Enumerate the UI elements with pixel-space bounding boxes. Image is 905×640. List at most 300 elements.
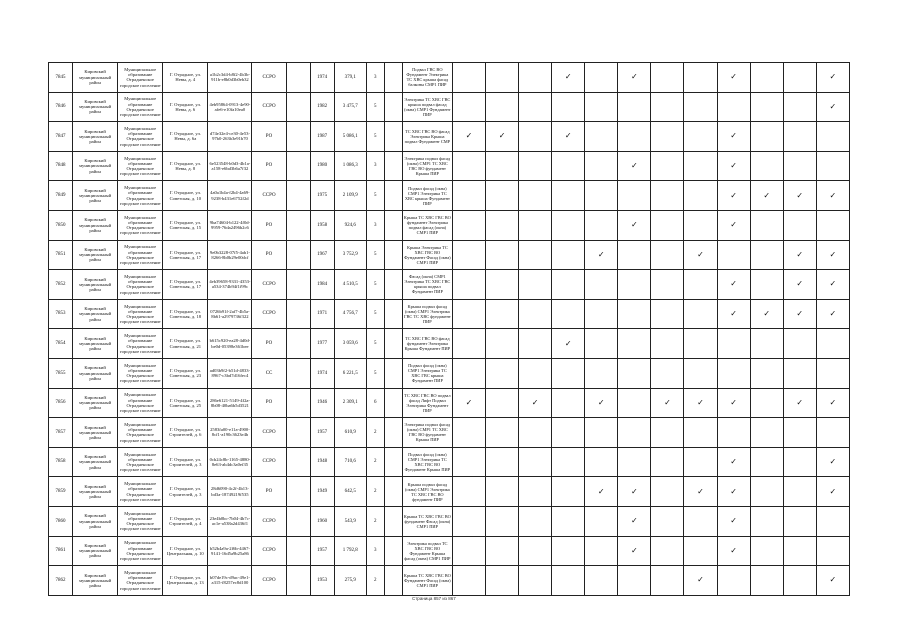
check-mark-cell	[486, 358, 519, 388]
area-cell: 2 309,1	[334, 388, 366, 418]
check-mark-cell	[452, 299, 485, 329]
check-mark-cell	[585, 181, 618, 211]
check-mark-cell	[750, 506, 783, 536]
check-mark-cell: ✓	[816, 181, 849, 211]
check-mark-cell	[519, 477, 552, 507]
check-mark-cell	[750, 418, 783, 448]
check-mark-cell: ✓	[452, 122, 485, 152]
municipality-cell: Муниципальное образование Отрадненское городское поселение	[118, 63, 163, 93]
works-list-cell: ТС ХВС ГВС ВО фасад Электрика Крыша подвал Фундамент СМР	[402, 122, 452, 152]
check-mark-cell	[486, 536, 519, 566]
check-mark-cell	[783, 92, 816, 122]
check-mark-cell	[684, 536, 717, 566]
floors-cell: 6	[366, 388, 384, 418]
address-cell: Г. Отрадное, ул. Невы, д. 6	[163, 92, 208, 122]
check-mark-cell	[452, 151, 485, 181]
check-mark-cell	[750, 329, 783, 359]
municipality-cell: Муниципальное образование Отрадненское городское поселение	[118, 388, 163, 418]
row-number-cell: 7850	[49, 210, 73, 240]
check-mark-cell	[783, 329, 816, 359]
address-cell: Г. Отрадное, ул. Невы, д. 4	[163, 63, 208, 93]
check-mark-cell	[651, 447, 684, 477]
empty-cell	[286, 418, 310, 448]
check-mark-cell: ✓	[618, 536, 651, 566]
check-mark-cell	[552, 477, 585, 507]
check-mark-cell	[783, 63, 816, 93]
check-mark-cell	[552, 210, 585, 240]
empty-cell	[286, 299, 310, 329]
check-mark-cell	[618, 122, 651, 152]
check-mark-cell	[618, 566, 651, 596]
check-mark-cell: ✓	[552, 63, 585, 93]
guid-cell: b52b4a9a-2f6b-4467-9141-16d5a9b25a86	[208, 536, 252, 566]
check-mark-cell: ✓	[585, 240, 618, 270]
address-cell: Г. Отрадное, ул. Советская, д. 17	[163, 270, 208, 300]
check-mark-cell	[519, 329, 552, 359]
check-mark-cell	[585, 447, 618, 477]
check-mark-cell	[486, 506, 519, 536]
check-mark-cell	[519, 92, 552, 122]
guid-cell: 4eb95864-0913-4e90-afe6-e10fa10ea0	[208, 92, 252, 122]
wall-material-cell: ССРО	[252, 92, 286, 122]
empty-cell	[384, 477, 402, 507]
check-mark-cell	[750, 447, 783, 477]
check-mark-cell: ✓	[717, 477, 750, 507]
check-mark-cell	[750, 536, 783, 566]
wall-material-cell: ССРО	[252, 63, 286, 93]
area-cell: 642,5	[334, 477, 366, 507]
row-number-cell: 7856	[49, 388, 73, 418]
check-mark-cell	[684, 92, 717, 122]
check-mark-cell	[519, 151, 552, 181]
check-mark-cell	[750, 270, 783, 300]
check-mark-cell	[618, 418, 651, 448]
wall-material-cell: РО	[252, 151, 286, 181]
municipality-cell: Муниципальное образование Отрадненское городское поселение	[118, 181, 163, 211]
guid-cell: 4a0a1b4a-f2b4-4a69-9238-b431e6752f2d	[208, 181, 252, 211]
check-mark-cell	[816, 122, 849, 152]
check-mark-cell	[651, 92, 684, 122]
check-mark-cell	[750, 63, 783, 93]
check-mark-cell	[783, 447, 816, 477]
check-mark-cell	[618, 270, 651, 300]
works-list-cell: Крыша ТС ХВС ГВС ВО Фундамент Фасад (окна) СМР1 ПИР	[402, 566, 452, 596]
check-mark-cell: ✓	[717, 388, 750, 418]
wall-material-cell: ССРО	[252, 181, 286, 211]
district-cell: Кировский муниципальный район	[73, 566, 118, 596]
district-cell: Кировский муниципальный район	[73, 477, 118, 507]
row-number-cell: 7858	[49, 447, 73, 477]
check-mark-cell	[750, 122, 783, 152]
wall-material-cell: РО	[252, 240, 286, 270]
check-mark-cell	[651, 299, 684, 329]
district-cell: Кировский муниципальный район	[73, 240, 118, 270]
check-mark-cell	[585, 63, 618, 93]
check-mark-cell	[783, 477, 816, 507]
check-mark-cell	[684, 447, 717, 477]
guid-cell: b07de19c-d9ac-49e1-a315-f8257ec8d100	[208, 566, 252, 596]
guid-cell: 0cb24c8b-1165-4880-8e63-ab4dc3a0ef35	[208, 447, 252, 477]
check-mark-cell: ✓	[783, 240, 816, 270]
area-cell: 4 756,7	[334, 299, 366, 329]
district-cell: Кировский муниципальный район	[73, 63, 118, 93]
row-number-cell: 7859	[49, 477, 73, 507]
check-mark-cell: ✓	[717, 536, 750, 566]
floors-cell: 3	[366, 210, 384, 240]
check-mark-cell: ✓	[684, 477, 717, 507]
empty-cell	[286, 122, 310, 152]
check-mark-cell	[519, 447, 552, 477]
build-year-cell: 1987	[310, 122, 334, 152]
empty-cell	[286, 181, 310, 211]
wall-material-cell: ССРО	[252, 270, 286, 300]
row-number-cell: 7847	[49, 122, 73, 152]
municipality-cell: Муниципальное образование Отрадненское городское поселение	[118, 122, 163, 152]
wall-material-cell: ССРО	[252, 447, 286, 477]
works-list-cell: Электрика подвал ТС ХВС ГВС ВО Фундамент Крыша фасад (окна) СМР1 ПИР	[402, 536, 452, 566]
area-cell: 1 086,3	[334, 151, 366, 181]
address-cell: Г. Отрадное, ул. Советская, д. 25	[163, 388, 208, 418]
table-row	[49, 418, 850, 448]
municipality-cell: Муниципальное образование Отрадненское городское поселение	[118, 536, 163, 566]
district-cell: Кировский муниципальный район	[73, 506, 118, 536]
check-mark-cell	[486, 270, 519, 300]
check-mark-cell: ✓	[717, 122, 750, 152]
works-list-cell: Крыша ТС ХВС ГВС ВО фундамент Фасад (окна) СМР1 ПИР	[402, 506, 452, 536]
table-row	[49, 388, 850, 418]
check-mark-cell	[684, 329, 717, 359]
check-mark-cell	[486, 566, 519, 596]
municipality-cell: Муниципальное образование Отрадненское городское поселение	[118, 418, 163, 448]
check-mark-cell: ✓	[585, 388, 618, 418]
check-mark-cell: ✓	[717, 447, 750, 477]
check-mark-cell	[486, 477, 519, 507]
row-number-cell: 7853	[49, 299, 73, 329]
build-year-cell: 1974	[310, 63, 334, 93]
check-mark-cell: ✓	[717, 299, 750, 329]
check-mark-cell	[783, 566, 816, 596]
empty-cell	[384, 92, 402, 122]
check-mark-cell	[651, 536, 684, 566]
check-mark-cell	[618, 181, 651, 211]
table-row	[49, 122, 850, 152]
check-mark-cell	[486, 388, 519, 418]
wall-material-cell: РО	[252, 210, 286, 240]
check-mark-cell	[750, 210, 783, 240]
district-cell: Кировский муниципальный район	[73, 447, 118, 477]
wall-material-cell: ССРО	[252, 506, 286, 536]
area-cell: 924,6	[334, 210, 366, 240]
empty-cell	[286, 477, 310, 507]
wall-material-cell: РО	[252, 329, 286, 359]
municipality-cell: Муниципальное образование Отрадненское городское поселение	[118, 270, 163, 300]
works-list-cell: Подвал фасад (окна) СМР1 Электрика ТС ХВС ГВС ВО Фундамент Крыша ПИР	[402, 447, 452, 477]
floors-cell: 5	[366, 240, 384, 270]
build-year-cell: 1980	[310, 151, 334, 181]
row-number-cell: 7862	[49, 566, 73, 596]
empty-cell	[384, 418, 402, 448]
check-mark-cell	[651, 329, 684, 359]
check-mark-cell: ✓	[585, 477, 618, 507]
municipality-cell: Муниципальное образование Отрадненское городское поселение	[118, 447, 163, 477]
address-cell: Г. Отрадное, ул. Строителей, д. 4	[163, 506, 208, 536]
check-mark-cell	[452, 418, 485, 448]
address-cell: Г. Отрадное, ул. Советская, д. 15	[163, 210, 208, 240]
table-row	[49, 210, 850, 240]
area-cell: 4 510,5	[334, 270, 366, 300]
check-mark-cell: ✓	[618, 477, 651, 507]
guid-cell: 2583fa00-e11a-4900-8cf1-a190c3623e4b	[208, 418, 252, 448]
check-mark-cell: ✓	[816, 270, 849, 300]
check-mark-cell	[618, 299, 651, 329]
check-mark-cell: ✓	[452, 388, 485, 418]
area-cell: 3 475,7	[334, 92, 366, 122]
empty-cell	[384, 447, 402, 477]
check-mark-cell	[783, 151, 816, 181]
check-mark-cell	[684, 358, 717, 388]
check-mark-cell: ✓	[783, 270, 816, 300]
check-mark-cell: ✓	[618, 63, 651, 93]
wall-material-cell: РО	[252, 388, 286, 418]
works-list-cell: ТС ХВС ГВС ВО фасад фундамент Электрика Крыша Фундамент ПИР	[402, 329, 452, 359]
municipality-cell: Муниципальное образование Отрадненское городское поселение	[118, 92, 163, 122]
check-mark-cell	[783, 418, 816, 448]
table-row	[49, 566, 850, 596]
empty-cell	[286, 566, 310, 596]
check-mark-cell: ✓	[552, 122, 585, 152]
guid-cell: 23e4b0bc-7b04-4b7c-ac1e-a538a2d436f1	[208, 506, 252, 536]
wall-material-cell: СС	[252, 358, 286, 388]
empty-cell	[384, 181, 402, 211]
guid-cell: 9ba74604-b122-4f0d-9959-76da2496b2c6	[208, 210, 252, 240]
check-mark-cell	[816, 536, 849, 566]
check-mark-cell	[552, 92, 585, 122]
area-cell: 710,6	[334, 447, 366, 477]
check-mark-cell: ✓	[717, 506, 750, 536]
check-mark-cell	[486, 418, 519, 448]
municipality-cell: Муниципальное образование Отрадненское городское поселение	[118, 506, 163, 536]
municipality-cell: Муниципальное образование Отрадненское городское поселение	[118, 151, 163, 181]
check-mark-cell	[816, 358, 849, 388]
floors-cell: 5	[366, 181, 384, 211]
check-mark-cell: ✓	[783, 299, 816, 329]
check-mark-cell	[519, 506, 552, 536]
check-mark-cell	[552, 388, 585, 418]
check-mark-cell: ✓	[750, 299, 783, 329]
address-cell: Г. Отрадное, ул. Советская, д. 23	[163, 358, 208, 388]
check-mark-cell	[651, 181, 684, 211]
check-mark-cell	[651, 506, 684, 536]
table-row	[49, 181, 850, 211]
check-mark-cell	[552, 536, 585, 566]
row-number-cell: 7852	[49, 270, 73, 300]
check-mark-cell	[486, 63, 519, 93]
row-number-cell: 7845	[49, 63, 73, 93]
guid-cell: a1b2c3d4-b8f2-4b3b-911b-e8b0d3b0eb32	[208, 63, 252, 93]
wall-material-cell: ССРО	[252, 536, 286, 566]
check-mark-cell	[519, 122, 552, 152]
check-mark-cell	[552, 151, 585, 181]
check-mark-cell	[486, 210, 519, 240]
row-number-cell: 7849	[49, 181, 73, 211]
guid-cell: ad03b9f2-b51d-4833-8967-c3bd7d16fec4	[208, 358, 252, 388]
build-year-cell: 1982	[310, 92, 334, 122]
check-mark-cell	[552, 181, 585, 211]
address-cell: Г. Отрадное, ул. Советская, д. 17	[163, 240, 208, 270]
build-year-cell: 1984	[310, 270, 334, 300]
empty-cell	[286, 151, 310, 181]
check-mark-cell	[585, 358, 618, 388]
municipality-cell: Муниципальное образование Отрадненское городское поселение	[118, 240, 163, 270]
floors-cell: 5	[366, 299, 384, 329]
check-mark-cell	[684, 210, 717, 240]
works-list-cell: Фасад (окна) СМР1 Электрика ТС ХВС ГВС крыша подвал Фундамент ПИР	[402, 270, 452, 300]
empty-cell	[384, 506, 402, 536]
area-cell: 3 752,9	[334, 240, 366, 270]
empty-cell	[286, 329, 310, 359]
check-mark-cell	[750, 240, 783, 270]
district-cell: Кировский муниципальный район	[73, 536, 118, 566]
check-mark-cell	[519, 299, 552, 329]
district-cell: Кировский муниципальный район	[73, 122, 118, 152]
empty-cell	[286, 270, 310, 300]
check-mark-cell	[750, 566, 783, 596]
row-number-cell: 7848	[49, 151, 73, 181]
check-mark-cell	[684, 181, 717, 211]
address-cell: Г. Отрадное, ул. Советская, д. 18	[163, 299, 208, 329]
area-cell: 2 109,9	[334, 181, 366, 211]
table-row	[49, 477, 850, 507]
check-mark-cell: ✓	[618, 151, 651, 181]
district-cell: Кировский муниципальный район	[73, 388, 118, 418]
check-mark-cell	[552, 418, 585, 448]
empty-cell	[384, 299, 402, 329]
check-mark-cell	[651, 358, 684, 388]
check-mark-cell: ✓	[618, 506, 651, 536]
check-mark-cell	[651, 240, 684, 270]
table-row	[49, 92, 850, 122]
floors-cell: 5	[366, 270, 384, 300]
check-mark-cell: ✓	[684, 388, 717, 418]
check-mark-cell	[519, 566, 552, 596]
works-list-cell: Крыша Электрика ТС ХВС ГВС ВО Фундамент Фасад (окна) СМР1 ПИР	[402, 240, 452, 270]
check-mark-cell: ✓	[816, 388, 849, 418]
build-year-cell: 1953	[310, 566, 334, 596]
works-list-cell: Электрика подвал фасад (окна) СМР1 ТС ХВС ГВС ВО фундамент Крыша ПИР	[402, 418, 452, 448]
check-mark-cell: ✓	[684, 240, 717, 270]
check-mark-cell	[452, 270, 485, 300]
check-mark-cell	[750, 151, 783, 181]
check-mark-cell: ✓	[816, 63, 849, 93]
check-mark-cell	[651, 122, 684, 152]
check-mark-cell	[684, 506, 717, 536]
floors-cell: 2	[366, 477, 384, 507]
wall-material-cell: ССРО	[252, 418, 286, 448]
address-cell: Г. Отрадное, ул. Центральная, д. 13	[163, 566, 208, 596]
area-cell: 6 221,5	[334, 358, 366, 388]
build-year-cell: 1971	[310, 299, 334, 329]
floors-cell: 3	[366, 151, 384, 181]
check-mark-cell	[783, 122, 816, 152]
floors-cell: 5	[366, 329, 384, 359]
check-mark-cell	[452, 329, 485, 359]
check-mark-cell	[486, 151, 519, 181]
check-mark-cell	[486, 181, 519, 211]
check-mark-cell	[783, 506, 816, 536]
table-row	[49, 358, 850, 388]
wall-material-cell: ССРО	[252, 566, 286, 596]
empty-cell	[286, 240, 310, 270]
build-year-cell: 1946	[310, 388, 334, 418]
check-mark-cell	[585, 122, 618, 152]
check-mark-cell: ✓	[618, 210, 651, 240]
district-cell: Кировский муниципальный район	[73, 418, 118, 448]
empty-cell	[384, 270, 402, 300]
empty-cell	[384, 210, 402, 240]
check-mark-cell	[519, 210, 552, 240]
check-mark-cell	[618, 388, 651, 418]
area-cell: 379,1	[334, 63, 366, 93]
check-mark-cell	[452, 210, 485, 240]
row-number-cell: 7846	[49, 92, 73, 122]
wall-material-cell: ССРО	[252, 299, 286, 329]
check-mark-cell: ✓	[816, 566, 849, 596]
check-mark-cell: ✓	[717, 63, 750, 93]
empty-cell	[286, 447, 310, 477]
build-year-cell: 1949	[310, 477, 334, 507]
check-mark-cell: ✓	[816, 92, 849, 122]
check-mark-cell	[585, 566, 618, 596]
check-mark-cell	[552, 447, 585, 477]
check-mark-cell	[618, 92, 651, 122]
check-mark-cell	[552, 566, 585, 596]
empty-cell	[286, 210, 310, 240]
floors-cell: 2	[366, 447, 384, 477]
check-mark-cell	[585, 151, 618, 181]
table-row	[49, 63, 850, 93]
check-mark-cell	[585, 506, 618, 536]
check-mark-cell	[452, 477, 485, 507]
municipality-cell: Муниципальное образование Отрадненское городское поселение	[118, 566, 163, 596]
check-mark-cell	[717, 329, 750, 359]
check-mark-cell	[552, 506, 585, 536]
table-row	[49, 299, 850, 329]
check-mark-cell	[585, 329, 618, 359]
table-row	[49, 506, 850, 536]
floors-cell: 2	[366, 418, 384, 448]
floors-cell: 2	[366, 506, 384, 536]
build-year-cell: 1957	[310, 418, 334, 448]
check-mark-cell	[684, 63, 717, 93]
empty-cell	[384, 151, 402, 181]
empty-cell	[384, 566, 402, 596]
empty-cell	[384, 388, 402, 418]
empty-cell	[384, 536, 402, 566]
floors-cell: 3	[366, 536, 384, 566]
check-mark-cell: ✓	[816, 477, 849, 507]
check-mark-cell	[486, 240, 519, 270]
municipality-cell: Муниципальное образование Отрадненское городское поселение	[118, 299, 163, 329]
works-list-cell: Крыша ТС ХВС ГВС ВО фундамент Электрика подвал фасад (окна) СМР1 ПИР	[402, 210, 452, 240]
row-number-cell: 7854	[49, 329, 73, 359]
check-mark-cell	[651, 418, 684, 448]
works-list-cell: Электрика подвал фасад (окна) СМР1 ТС ХВС ГВС ВО фундамент Крыша ПИР	[402, 151, 452, 181]
address-cell: Г. Отрадное, ул. Невы, д. 8	[163, 151, 208, 181]
check-mark-cell	[717, 92, 750, 122]
address-cell: Г. Отрадное, ул. Строителей, д. 3	[163, 447, 208, 477]
check-mark-cell	[651, 566, 684, 596]
district-cell: Кировский муниципальный район	[73, 181, 118, 211]
